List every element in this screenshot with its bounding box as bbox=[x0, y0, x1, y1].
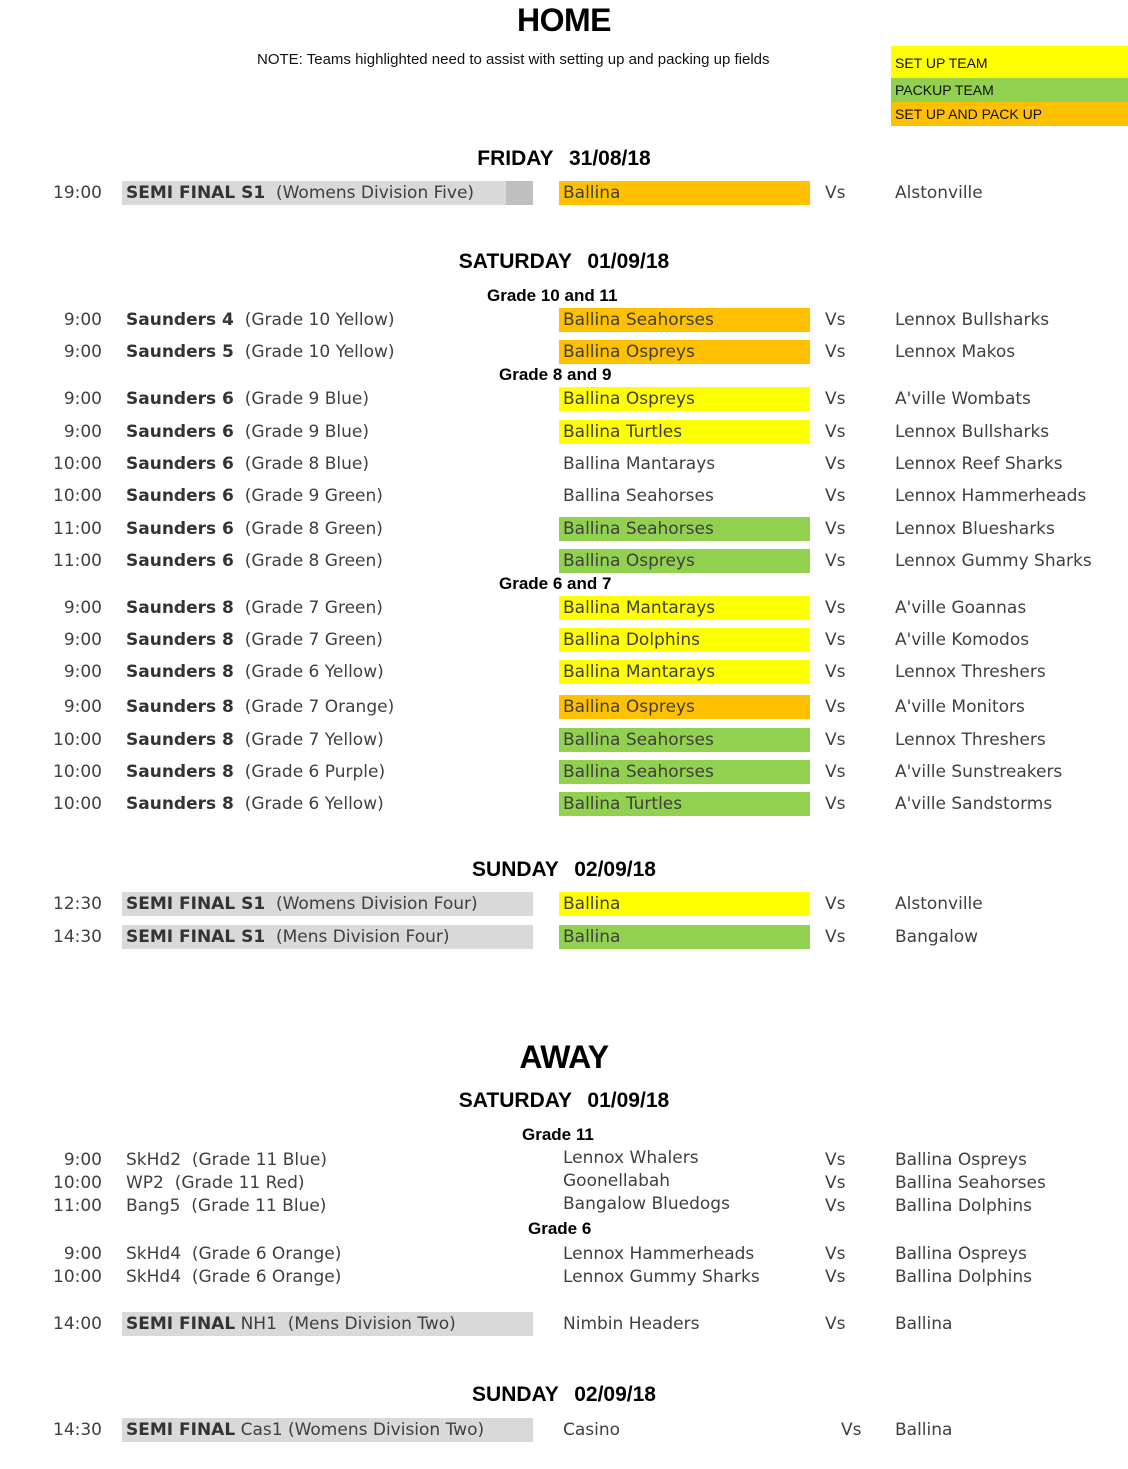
vs-label: Vs bbox=[825, 762, 846, 782]
opponent: A'ville Goannas bbox=[895, 598, 1027, 618]
away-sunday-heading: SUNDAY 02/09/18 bbox=[472, 1383, 656, 1406]
fixture-row bbox=[0, 1265, 1128, 1289]
vs-label: Vs bbox=[825, 697, 846, 717]
venue: Saunders 8 bbox=[126, 697, 234, 717]
vs-label: Vs bbox=[825, 310, 846, 330]
opponent: A'ville Komodos bbox=[895, 630, 1030, 650]
grade-group-label: Grade 6 bbox=[528, 1219, 592, 1238]
friday-heading: FRIDAY 31/08/18 bbox=[477, 147, 651, 170]
fixture-row bbox=[0, 452, 1128, 476]
division: (Womens Division Five) bbox=[275, 183, 475, 203]
venue: Saunders 6 bbox=[126, 422, 234, 442]
vs-label: Vs bbox=[825, 730, 846, 750]
division: (Grade 7 Orange) bbox=[244, 697, 395, 717]
legend-setup-team: SET UP TEAM bbox=[891, 46, 1128, 78]
time: 14:30 bbox=[53, 1420, 102, 1440]
opponent: Lennox Threshers bbox=[895, 662, 1046, 682]
venue: SkHd4 bbox=[126, 1244, 182, 1264]
division: (Grade 6 Purple) bbox=[244, 762, 386, 782]
division: (Grade 6 Yellow) bbox=[244, 794, 384, 814]
time: 10:00 bbox=[53, 730, 102, 750]
grade-group-label: Grade 10 and 11 bbox=[487, 286, 618, 305]
opponent: Ballina bbox=[895, 1420, 953, 1440]
fixture-row bbox=[0, 892, 1128, 916]
ballina-team: Ballina Mantarays bbox=[559, 660, 810, 684]
vs-label: Vs bbox=[825, 422, 846, 442]
vs-label: Vs bbox=[825, 1267, 846, 1287]
fixture-row bbox=[0, 792, 1128, 816]
division: (Grade 6 Yellow) bbox=[244, 662, 384, 682]
fixture-row bbox=[0, 340, 1128, 364]
division: (Grade 7 Green) bbox=[244, 598, 383, 618]
vs-label: Vs bbox=[825, 927, 846, 947]
vs-label: Vs bbox=[825, 389, 846, 409]
venue: Bang5 bbox=[126, 1196, 181, 1216]
home-title: HOME bbox=[517, 2, 611, 38]
ballina-team: Ballina Ospreys bbox=[559, 549, 810, 573]
time: 10:00 bbox=[53, 486, 102, 506]
ballina-team: Ballina Seahorses bbox=[563, 486, 714, 506]
ballina-team: Ballina Dolphins bbox=[559, 628, 810, 652]
venue: Saunders 4 bbox=[126, 310, 234, 330]
division: (Grade 9 Blue) bbox=[244, 422, 370, 442]
opponent: Bangalow bbox=[895, 927, 979, 947]
venue: Saunders 6 bbox=[126, 551, 234, 571]
venue: Saunders 8 bbox=[126, 794, 234, 814]
away-saturday-heading: SATURDAY 01/09/18 bbox=[458, 1089, 670, 1112]
opponent: Alstonville bbox=[895, 183, 983, 203]
division: (Grade 10 Yellow) bbox=[244, 310, 395, 330]
division: (Womens Division Two) bbox=[287, 1420, 485, 1440]
time: 9:00 bbox=[63, 1150, 102, 1170]
legend-setup-and-packup: SET UP AND PACK UP bbox=[891, 102, 1128, 126]
time: 10:00 bbox=[53, 454, 102, 474]
venue: SEMI FINAL S1 bbox=[126, 894, 266, 914]
venue: Saunders 6 bbox=[126, 389, 234, 409]
ballina-team: Ballina Seahorses bbox=[559, 308, 810, 332]
division: (Mens Division Two) bbox=[287, 1314, 456, 1334]
vs-label: Vs bbox=[825, 342, 846, 362]
opponent: Ballina Dolphins bbox=[895, 1267, 1032, 1287]
fixture-row bbox=[0, 549, 1128, 573]
fixture-row bbox=[0, 760, 1128, 784]
ballina-team: Ballina Ospreys bbox=[559, 340, 810, 364]
opponent: Ballina Seahorses bbox=[895, 1173, 1046, 1193]
division: (Grade 7 Green) bbox=[244, 630, 383, 650]
fixture-row bbox=[0, 925, 1128, 949]
saturday-heading: SATURDAY 01/09/18 bbox=[458, 250, 670, 273]
division: (Grade 6 Orange) bbox=[191, 1267, 342, 1287]
venue-code: Cas1 bbox=[240, 1420, 283, 1440]
home-team: Nimbin Headers bbox=[563, 1314, 700, 1334]
venue-code: NH1 bbox=[240, 1314, 277, 1334]
venue: SEMI FINAL bbox=[126, 1314, 236, 1334]
time: 11:00 bbox=[53, 551, 102, 571]
home-team: Casino bbox=[563, 1420, 621, 1440]
home-team: Ballina bbox=[559, 181, 810, 205]
fixture-row bbox=[0, 1242, 1128, 1266]
home-team: Goonellabah bbox=[563, 1171, 671, 1191]
opponent: A'ville Sunstreakers bbox=[895, 762, 1063, 782]
grade-group-label: Grade 8 and 9 bbox=[499, 365, 612, 384]
ballina-team: Ballina Seahorses bbox=[559, 760, 810, 784]
legend-packup-team: PACKUP TEAM bbox=[891, 78, 1128, 102]
vs-label: Vs bbox=[825, 598, 846, 618]
sunday-heading: SUNDAY 02/09/18 bbox=[472, 858, 656, 881]
vs-label: Vs bbox=[825, 1314, 846, 1334]
home-team: Lennox Whalers bbox=[563, 1148, 699, 1168]
home-team: Lennox Hammerheads bbox=[563, 1244, 755, 1264]
vs-label: Vs bbox=[825, 519, 846, 539]
venue: Saunders 8 bbox=[126, 762, 234, 782]
opponent: Alstonville bbox=[895, 894, 983, 914]
away-title: AWAY bbox=[519, 1039, 609, 1075]
ballina-team: Ballina Mantarays bbox=[563, 454, 716, 474]
opponent: A'ville Sandstorms bbox=[895, 794, 1053, 814]
division: (Grade 10 Yellow) bbox=[244, 342, 395, 362]
grade-group-label: Grade 11 bbox=[522, 1125, 594, 1144]
vs-label: Vs bbox=[825, 794, 846, 814]
opponent: Lennox Makos bbox=[895, 342, 1016, 362]
fixture-row bbox=[0, 484, 1128, 508]
ballina-team: Ballina Turtles bbox=[559, 792, 810, 816]
vs-label: Vs bbox=[825, 630, 846, 650]
venue: Saunders 6 bbox=[126, 486, 234, 506]
time: 9:00 bbox=[63, 598, 102, 618]
opponent: Ballina Ospreys bbox=[895, 1244, 1027, 1264]
time: 9:00 bbox=[63, 310, 102, 330]
opponent: Ballina Dolphins bbox=[895, 1196, 1032, 1216]
highlight-note: NOTE: Teams highlighted need to assist with setting up and packing up fields bbox=[257, 51, 770, 68]
time: 9:00 bbox=[63, 630, 102, 650]
venue: Saunders 8 bbox=[126, 662, 234, 682]
fixture-row bbox=[0, 695, 1128, 719]
venue: Saunders 5 bbox=[126, 342, 234, 362]
venue: SkHd4 bbox=[126, 1267, 182, 1287]
division: (Grade 8 Green) bbox=[244, 551, 383, 571]
venue: SkHd2 bbox=[126, 1150, 182, 1170]
fixture-row bbox=[0, 628, 1128, 652]
opponent: Ballina Ospreys bbox=[895, 1150, 1027, 1170]
ballina-team: Ballina Ospreys bbox=[559, 387, 810, 411]
venue: Saunders 8 bbox=[126, 598, 234, 618]
opponent: Lennox Bullsharks bbox=[895, 422, 1050, 442]
home-team: Lennox Gummy Sharks bbox=[563, 1267, 760, 1287]
division: (Grade 7 Yellow) bbox=[244, 730, 384, 750]
opponent: Lennox Bluesharks bbox=[895, 519, 1055, 539]
opponent: Lennox Reef Sharks bbox=[895, 454, 1063, 474]
vs-label: Vs bbox=[825, 894, 846, 914]
vs-label: Vs bbox=[825, 183, 846, 203]
division: (Grade 9 Green) bbox=[244, 486, 383, 506]
time: 9:00 bbox=[63, 1244, 102, 1264]
time: 19:00 bbox=[53, 183, 102, 203]
ballina-team: Ballina Ospreys bbox=[559, 695, 810, 719]
time: 9:00 bbox=[63, 662, 102, 682]
vs-label: Vs bbox=[825, 662, 846, 682]
venue: SEMI FINAL bbox=[126, 1420, 236, 1440]
opponent: A'ville Wombats bbox=[895, 389, 1031, 409]
ballina-team: Ballina bbox=[559, 892, 810, 916]
time: 10:00 bbox=[53, 1267, 102, 1287]
vs-label: Vs bbox=[825, 551, 846, 571]
time: 12:30 bbox=[53, 894, 102, 914]
time: 11:00 bbox=[53, 519, 102, 539]
vs-label: Vs bbox=[825, 1173, 846, 1193]
time: 14:00 bbox=[53, 1314, 102, 1334]
division: (Grade 6 Orange) bbox=[191, 1244, 342, 1264]
fixture-row bbox=[0, 1418, 1128, 1442]
fixture-row bbox=[0, 387, 1128, 411]
time: 14:30 bbox=[53, 927, 102, 947]
division: (Womens Division Four) bbox=[275, 894, 478, 914]
fixture-row bbox=[0, 517, 1128, 541]
opponent: Lennox Hammerheads bbox=[895, 486, 1087, 506]
division: (Mens Division Four) bbox=[275, 927, 450, 947]
ballina-team: Ballina Seahorses bbox=[559, 517, 810, 541]
division: (Grade 8 Blue) bbox=[244, 454, 370, 474]
time: 9:00 bbox=[63, 422, 102, 442]
fixture-row bbox=[0, 728, 1128, 752]
vs-label: Vs bbox=[825, 1150, 846, 1170]
ballina-team: Ballina Turtles bbox=[559, 420, 810, 444]
venue: Saunders 8 bbox=[126, 730, 234, 750]
vs-label: Vs bbox=[825, 486, 846, 506]
division: (Grade 11 Blue) bbox=[191, 1196, 327, 1216]
division: (Grade 9 Blue) bbox=[244, 389, 370, 409]
fixture-row bbox=[0, 1312, 1128, 1336]
grade-group-label: Grade 6 and 7 bbox=[499, 574, 612, 593]
division: (Grade 11 Blue) bbox=[191, 1150, 327, 1170]
ballina-team: Ballina Mantarays bbox=[559, 596, 810, 620]
venue: SEMI FINAL S1 bbox=[126, 927, 266, 947]
time: 11:00 bbox=[53, 1196, 102, 1216]
division: (Grade 8 Green) bbox=[244, 519, 383, 539]
opponent: Lennox Gummy Sharks bbox=[895, 551, 1092, 571]
fixture-row bbox=[0, 420, 1128, 444]
opponent: Lennox Bullsharks bbox=[895, 310, 1050, 330]
vs-label: Vs bbox=[825, 454, 846, 474]
ballina-team: Ballina Seahorses bbox=[559, 728, 810, 752]
venue: Saunders 6 bbox=[126, 519, 234, 539]
venue: Saunders 8 bbox=[126, 630, 234, 650]
fixture-row bbox=[0, 596, 1128, 620]
home-team: Bangalow Bluedogs bbox=[563, 1194, 730, 1214]
division: (Grade 11 Red) bbox=[174, 1173, 305, 1193]
venue: Saunders 6 bbox=[126, 454, 234, 474]
venue: WP2 bbox=[126, 1173, 164, 1193]
time: 10:00 bbox=[53, 762, 102, 782]
fixture-row bbox=[0, 1194, 1128, 1218]
time: 9:00 bbox=[63, 697, 102, 717]
time: 10:00 bbox=[53, 794, 102, 814]
fixture-row bbox=[0, 308, 1128, 332]
fixture-row bbox=[0, 181, 1128, 205]
opponent: Lennox Threshers bbox=[895, 730, 1046, 750]
fixture-row bbox=[0, 660, 1128, 684]
vs-label: Vs bbox=[825, 1196, 846, 1216]
time: 10:00 bbox=[53, 1173, 102, 1193]
vs-label: Vs bbox=[825, 1244, 846, 1264]
opponent: A'ville Monitors bbox=[895, 697, 1025, 717]
time: 9:00 bbox=[63, 342, 102, 362]
venue: SEMI FINAL S1 bbox=[126, 183, 266, 203]
time: 9:00 bbox=[63, 389, 102, 409]
ballina-team: Ballina bbox=[559, 925, 810, 949]
opponent: Ballina bbox=[895, 1314, 953, 1334]
vs-label: Vs bbox=[841, 1420, 862, 1440]
